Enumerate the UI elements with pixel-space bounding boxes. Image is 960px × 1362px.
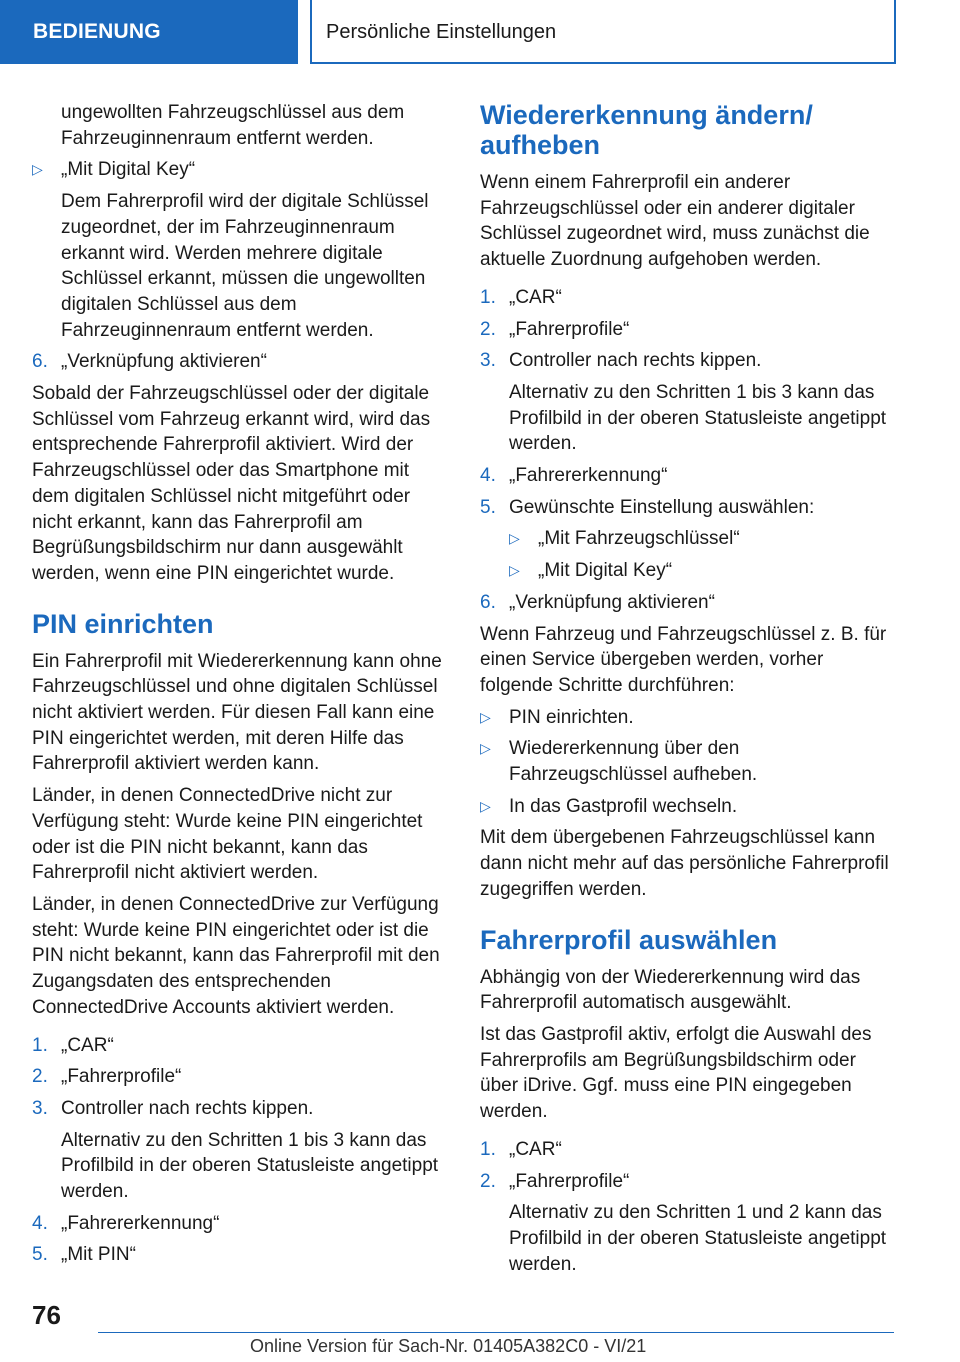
step-number: 6. xyxy=(32,351,48,373)
step-text: „Fahrerprofile“ xyxy=(61,1066,182,1088)
paragraph: Länder, in denen ConnectedDrive nicht zur Verfügung steht: Wurde keine PIN eingerichtet oder ist die PIN nicht bekannt, kann das Fahrerprofil nicht aktiviert werden. xyxy=(32,785,423,884)
heading-pin-einrichten: PIN einrichten xyxy=(32,608,214,639)
heading-fahrerprofil-auswaehlen: Fahrerprofil auswählen xyxy=(480,924,778,955)
triangle-bullet-icon: ▷ xyxy=(509,562,520,579)
digital-key-description: Dem Fahrerprofil wird der digitale Schlüssel zugeordnet, der im Fahrzeuginnenraum erkannt wird. Werden mehrere digitale Schlüssel erkannt, müssen die ungewollten digitalen Schlüssel aus dem Fahrzeuginnenraum entfernt werden. xyxy=(61,191,429,341)
bullet-item xyxy=(509,558,894,584)
step-text: „CAR“ xyxy=(509,1138,562,1160)
paragraph: Wenn Fahrzeug und Fahrzeugschlüssel z. B. für einen Service übergeben werden, vorher folgende Schritte durchführen: xyxy=(480,623,887,696)
step-item xyxy=(480,1137,894,1163)
bullet-text: „Mit Fahrzeugschlüssel“ xyxy=(538,528,740,550)
step-text: „Verknüpfung aktivieren“ xyxy=(61,351,267,373)
step-note: Alternativ zu den Schritten 1 bis 3 kann das Profilbild in der oberen Statusleiste angetippt werden. xyxy=(61,1129,439,1203)
step-text: „Fahrerprofile“ xyxy=(509,318,630,340)
page-number: 76 xyxy=(32,1300,61,1330)
step-number: 2. xyxy=(32,1066,48,1088)
step-text: Controller nach rechts kippen. xyxy=(509,350,762,372)
bullet-text: PIN einrichten. xyxy=(509,706,634,728)
heading-wiedererkennung-aendern: Wiedererkennung ändern/ aufheben xyxy=(480,100,813,160)
step-text: Controller nach rechts kippen. xyxy=(61,1097,314,1119)
step-item xyxy=(32,1064,444,1090)
step-item xyxy=(480,495,894,521)
step-item xyxy=(480,590,894,616)
step-number: 5. xyxy=(480,496,496,518)
step-number: 2. xyxy=(480,1170,496,1192)
page-header xyxy=(0,0,960,66)
footer-divider xyxy=(98,1332,894,1333)
step-number: 1. xyxy=(480,1138,496,1160)
step-item xyxy=(32,349,444,375)
paragraph: Mit dem übergebenen Fahrzeugschlüssel kann dann nicht mehr auf das persönliche Fahrerprofil zugegriffen werden. xyxy=(480,827,889,900)
step-item xyxy=(32,1242,444,1268)
triangle-bullet-icon: ▷ xyxy=(480,740,491,757)
right-column xyxy=(480,100,894,1283)
step-text: „CAR“ xyxy=(509,286,562,308)
bullet-item xyxy=(480,705,894,731)
step-number: 4. xyxy=(480,465,496,487)
step-number: 4. xyxy=(32,1212,48,1234)
step-number: 6. xyxy=(480,591,496,613)
bullet-item xyxy=(480,794,894,820)
step-text: Gewünschte Einstellung auswählen: xyxy=(509,496,815,518)
step-item xyxy=(32,1033,444,1059)
triangle-bullet-icon: ▷ xyxy=(480,708,491,725)
continued-text: ungewollten Fahrzeugschlüssel aus dem Fahrzeuginnenraum entfernt werden. xyxy=(61,102,405,149)
bullet-item xyxy=(32,157,444,183)
bullet-text: „Mit Digital Key“ xyxy=(538,560,673,582)
step-item xyxy=(480,348,894,374)
step-text: „Fahrererkennung“ xyxy=(61,1212,220,1234)
bullet-text: Wiedererkennung über den Fahrzeugschlüssel aufheben. xyxy=(509,738,758,786)
paragraph: Ein Fahrerprofil mit Wiedererkennung kann ohne Fahrzeugschlüssel und ohne digitalen Schlüssel nicht aktiviert werden. Für diesen Fall kann eine PIN eingerichtet werden, mit deren Hilfe das Fahrerprofil aktiviert werden kann. xyxy=(32,650,442,775)
paragraph: Ist das Gastprofil aktiv, erfolgt die Auswahl des Fahrerprofils am Begrüßungsbildschirm oder über iDrive. Ggf. muss eine PIN eingegeben werden. xyxy=(480,1023,872,1123)
step-text: „Verknüpfung aktivieren“ xyxy=(509,591,715,613)
step-text: „Fahrererkennung“ xyxy=(509,465,668,487)
step-item xyxy=(32,1211,444,1237)
left-column xyxy=(32,100,444,1274)
triangle-bullet-icon: ▷ xyxy=(480,797,491,814)
subsection-tab: Persönliche Einstellungen xyxy=(310,0,896,64)
step-item xyxy=(480,317,894,343)
bullet-item xyxy=(509,526,894,552)
paragraph: Abhängig von der Wiedererkennung wird das Fahrerprofil automatisch ausgewählt. xyxy=(480,966,861,1014)
paragraph: Länder, in denen ConnectedDrive zur Verfügung steht: Wurde keine PIN eingerichtet oder ist die PIN nicht bekannt, kann das Fahrerprofil mit den Zugangsdaten des entsprechenden ConnectedDrive Accounts aktiviert werden. xyxy=(32,893,440,1018)
triangle-bullet-icon: ▷ xyxy=(509,530,520,547)
step-text: „Fahrerprofile“ xyxy=(509,1170,630,1192)
step-note: Alternativ zu den Schritten 1 bis 3 kann das Profilbild in der oberen Statusleiste angetippt werden. xyxy=(509,381,887,455)
bullet-text: In das Gastprofil wechseln. xyxy=(509,795,738,817)
step-number: 1. xyxy=(480,286,496,308)
section-tab: BEDIENUNG xyxy=(0,0,298,64)
step-item xyxy=(480,1169,894,1195)
triangle-bullet-icon: ▷ xyxy=(32,161,43,178)
bullet-item xyxy=(480,736,894,787)
step-text: „Mit PIN“ xyxy=(61,1244,136,1266)
paragraph: Wenn einem Fahrerprofil ein anderer Fahrzeugschlüssel oder ein anderer digitaler Schlüssel zugeordnet wird, muss zunächst die aktuelle Zuordnung aufgehoben werden. xyxy=(480,172,870,271)
step-number: 3. xyxy=(32,1097,48,1119)
bullet-text: „Mit Digital Key“ xyxy=(61,159,196,181)
step-number: 5. xyxy=(32,1244,48,1266)
step-item xyxy=(480,285,894,311)
step-item xyxy=(480,463,894,489)
footer-version-text: Online Version für Sach-Nr. 01405A382C0 - VI/21 xyxy=(250,1336,647,1356)
step-number: 2. xyxy=(480,318,496,340)
step-number: 3. xyxy=(480,350,496,372)
step-number: 1. xyxy=(32,1034,48,1056)
paragraph: Sobald der Fahrzeugschlüssel oder der digitale Schlüssel vom Fahrzeug erkannt wird, wird das entsprechende Fahrerprofil aktiviert. Wird der Fahrzeugschlüssel oder das Smartphone mit dem digitalen Schlüssel nicht mitgeführt oder nicht erkannt, kann das Fahrerprofil am Begrüßungsbildschirm nur dann ausgewählt werden, wenn eine PIN eingerichtet wurde. xyxy=(32,383,431,584)
step-note: Alternativ zu den Schritten 1 und 2 kann das Profilbild in der oberen Statusleiste angetippt werden. xyxy=(509,1202,887,1275)
step-item xyxy=(32,1096,444,1122)
step-text: „CAR“ xyxy=(61,1034,114,1056)
